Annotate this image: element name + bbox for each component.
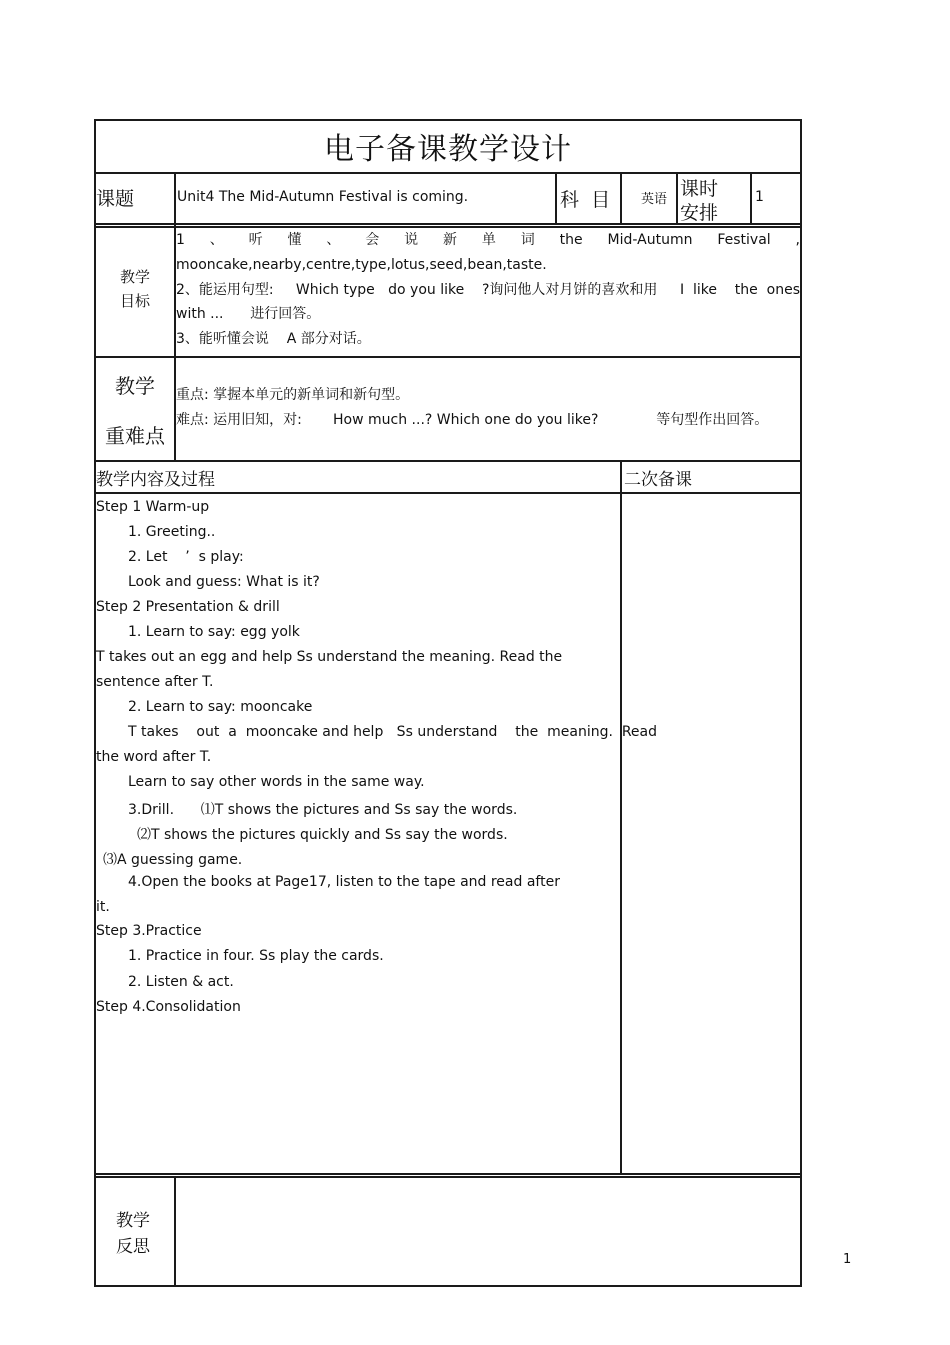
process-line: 1. Learn to say: egg yolk [128,624,300,640]
key-points-label-2: 重难点 [105,424,165,448]
table-border-right [800,119,802,1287]
process-line: the word after T. [96,749,212,765]
objectives-label: 教学 目标 [119,268,150,310]
process-line: 3.Drill. ⑴T shows the pictures and Ss say the words. [128,802,518,818]
process-line: T takes out a mooncake and help Ss understand the meaning. Read [128,724,657,740]
table-col-divider [174,1176,176,1287]
table-col-divider [676,172,678,225]
topic-value: Unit4 The Mid-Autumn Festival is coming. [177,189,469,205]
process-header-right: 二次备课 [624,470,692,490]
objectives-line-5: 3、能听懂会说 A 部分对话。 [176,331,371,347]
table-border-top [94,119,802,121]
table-row-divider [94,356,802,358]
process-line: Step 2 Presentation & drill [96,599,280,615]
key-points-label-1: 教学 [115,374,155,398]
process-line: Look and guess: What is it? [128,574,320,590]
process-line: 2. Let ’ s play: [128,549,244,565]
table-row-divider [94,460,802,462]
table-row-divider [94,1176,802,1178]
process-header-left: 教学内容及过程 [96,470,215,490]
table-col-divider [620,460,622,1175]
key-points-line-2: 难点: 运用旧知，对: How much ...? Which one do you like? 等句型作出回答。 [176,412,769,428]
process-line: Step 1 Warm-up [96,499,210,515]
objectives-line-4: with ... 进行回答。 [176,306,321,322]
process-line: 1. Practice in four. Ss play the cards. [128,948,384,964]
process-line: Step 4.Consolidation [96,999,241,1015]
process-line: 1. Greeting.. [128,524,216,540]
period-label-1: 课时 [680,178,719,200]
process-line: Step 3.Practice [96,923,202,939]
table-col-divider [620,172,622,225]
process-line: 4.Open the books at Page17, listen to the tape and read after [128,874,560,890]
table-col-divider [750,172,752,225]
objectives-line-2: mooncake,nearby,centre,type,lotus,seed,bean,taste. [176,257,547,273]
table-row-divider [94,1173,802,1175]
period-value: 1 [755,189,764,205]
page-title: 电子备课教学设计 [324,132,572,167]
process-line: 2. Learn to say: mooncake [128,699,313,715]
process-line: 2. Listen & act. [128,974,234,990]
process-line: it. [96,899,110,915]
process-line: Learn to say other words in the same way. [128,774,425,790]
topic-label: 课题 [96,188,135,210]
table-border-bottom [94,1285,802,1287]
process-line: sentence after T. [96,674,214,690]
subject-label: 科 目 [560,189,611,211]
subject-value: 英语 [641,192,668,207]
process-line: ⑶A guessing game. [103,852,243,868]
process-line: ⑵T shows the pictures quickly and Ss say the words. [137,827,508,843]
table-row-divider [94,492,802,494]
process-line: T takes out an egg and help Ss understand the meaning. Read the [96,649,563,665]
objectives-line-1: 1 、 听 懂 、 会 说 新 单 词 the Mid-Autumn Festival , [176,232,800,248]
reflection-label: 教学 反思 [116,1211,150,1257]
period-label-2: 安排 [680,202,719,224]
table-col-divider [555,172,557,225]
key-points-line-1: 重点: 掌握本单元的新单词和新句型。 [176,387,410,403]
objectives-line-3: 2、能运用句型: Which type do you like ?询问他人对月饼的喜欢和用 [176,282,658,298]
page-number: 1 [843,1252,852,1267]
objectives-line-3-end: I like the ones [679,282,800,298]
